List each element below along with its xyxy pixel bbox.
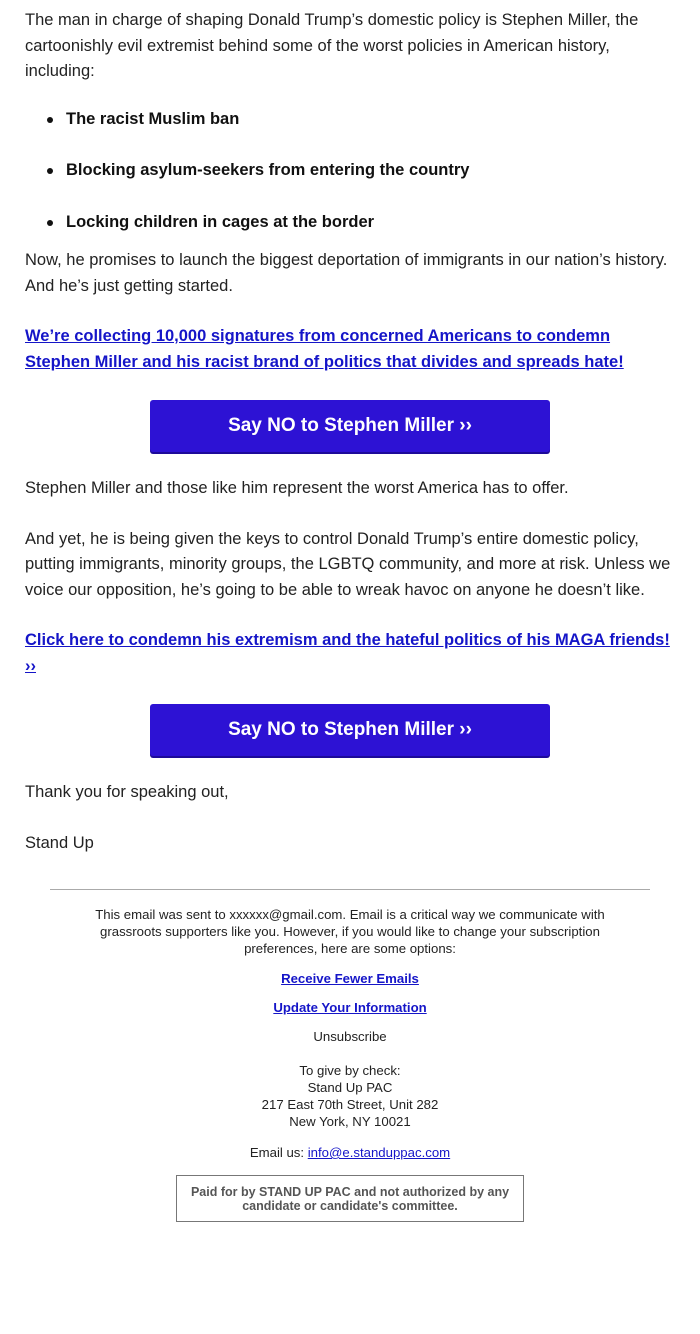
cta-container [25,400,675,452]
address-line: Stand Up PAC [307,1080,393,1095]
address-line: To give by check: [299,1063,401,1078]
update-information-link[interactable]: Update Your Information [273,1000,427,1015]
deportation-paragraph: Now, he promises to launch the biggest deportation of immigrants in our nation’s history. And he’s just getting started. [25,251,668,295]
thanks-text: Thank you for speaking out, [25,783,229,801]
signoff-text: Stand Up [25,833,94,852]
intro-paragraph: The man in charge of shaping Donald Trump’s domestic policy is Stephen Miller, the cartoonishly evil extremist behind some of the worst policies in American history, including: [25,11,639,80]
bullet-icon [47,168,53,174]
unsubscribe-text[interactable]: Unsubscribe [313,1029,387,1044]
disclaimer-container [50,1175,650,1222]
cta-container [25,704,675,756]
list-item [25,107,675,133]
footer-notice: This email was sent to xxxxxx@gmail.com. Email is a critical way we communicate with grassroots supporters like you. However, if you would like to change your subscription preferences, here are some options: [95,907,605,956]
list-item [25,158,675,184]
keys-paragraph: And yet, he is being given the keys to control Donald Trump’s entire domestic policy, putting immigrants, minority groups, the LGBTQ community, and more at risk. Unless we voice our opposition, he’s going to be able to wreak havoc on anyone he doesn’t like. [25,529,671,599]
bullet-icon [47,117,53,123]
condemn-link-paragraph [25,628,675,679]
footer-link-row [50,999,650,1016]
receive-fewer-emails-link[interactable]: Receive Fewer Emails [281,971,419,986]
list-item [25,210,675,236]
footer-email-row [50,1144,650,1161]
bullet-icon [47,220,53,226]
petition-link[interactable]: We’re collecting 10,000 signatures from concerned Americans to condemn Stephen Miller and his racist brand of politics that divides and spreads hate! [25,327,624,371]
email-us-link[interactable]: info@e.standuppac.com [307,1145,451,1160]
policy-list [25,107,675,236]
footer-link-row [50,970,650,987]
address-line: New York, NY 10021 [289,1114,411,1129]
address-line: 217 East 70th Street, Unit 282 [261,1097,439,1112]
say-no-button[interactable]: Say NO to Stephen Miller ›› [150,400,550,452]
petition-link-paragraph [25,324,675,375]
list-item-text: Blocking asylum-seekers from entering the country [66,161,470,179]
list-item-text: The racist Muslim ban [66,109,240,128]
worst-paragraph: Stephen Miller and those like him represent the worst America has to offer. [25,479,569,497]
say-no-button[interactable]: Say NO to Stephen Miller ›› [150,704,550,756]
paid-for-disclaimer: Paid for by STAND UP PAC and not authorized by any candidate or candidate's committee. [176,1175,524,1222]
email-footer [50,889,650,1222]
list-item-text: Locking children in cages at the border [66,212,375,231]
mailing-address [50,1062,650,1130]
condemn-link[interactable]: Click here to condemn his extremism and the hateful politics of his MAGA friends! ›› [25,631,670,675]
email-label: Email us: [249,1145,308,1160]
